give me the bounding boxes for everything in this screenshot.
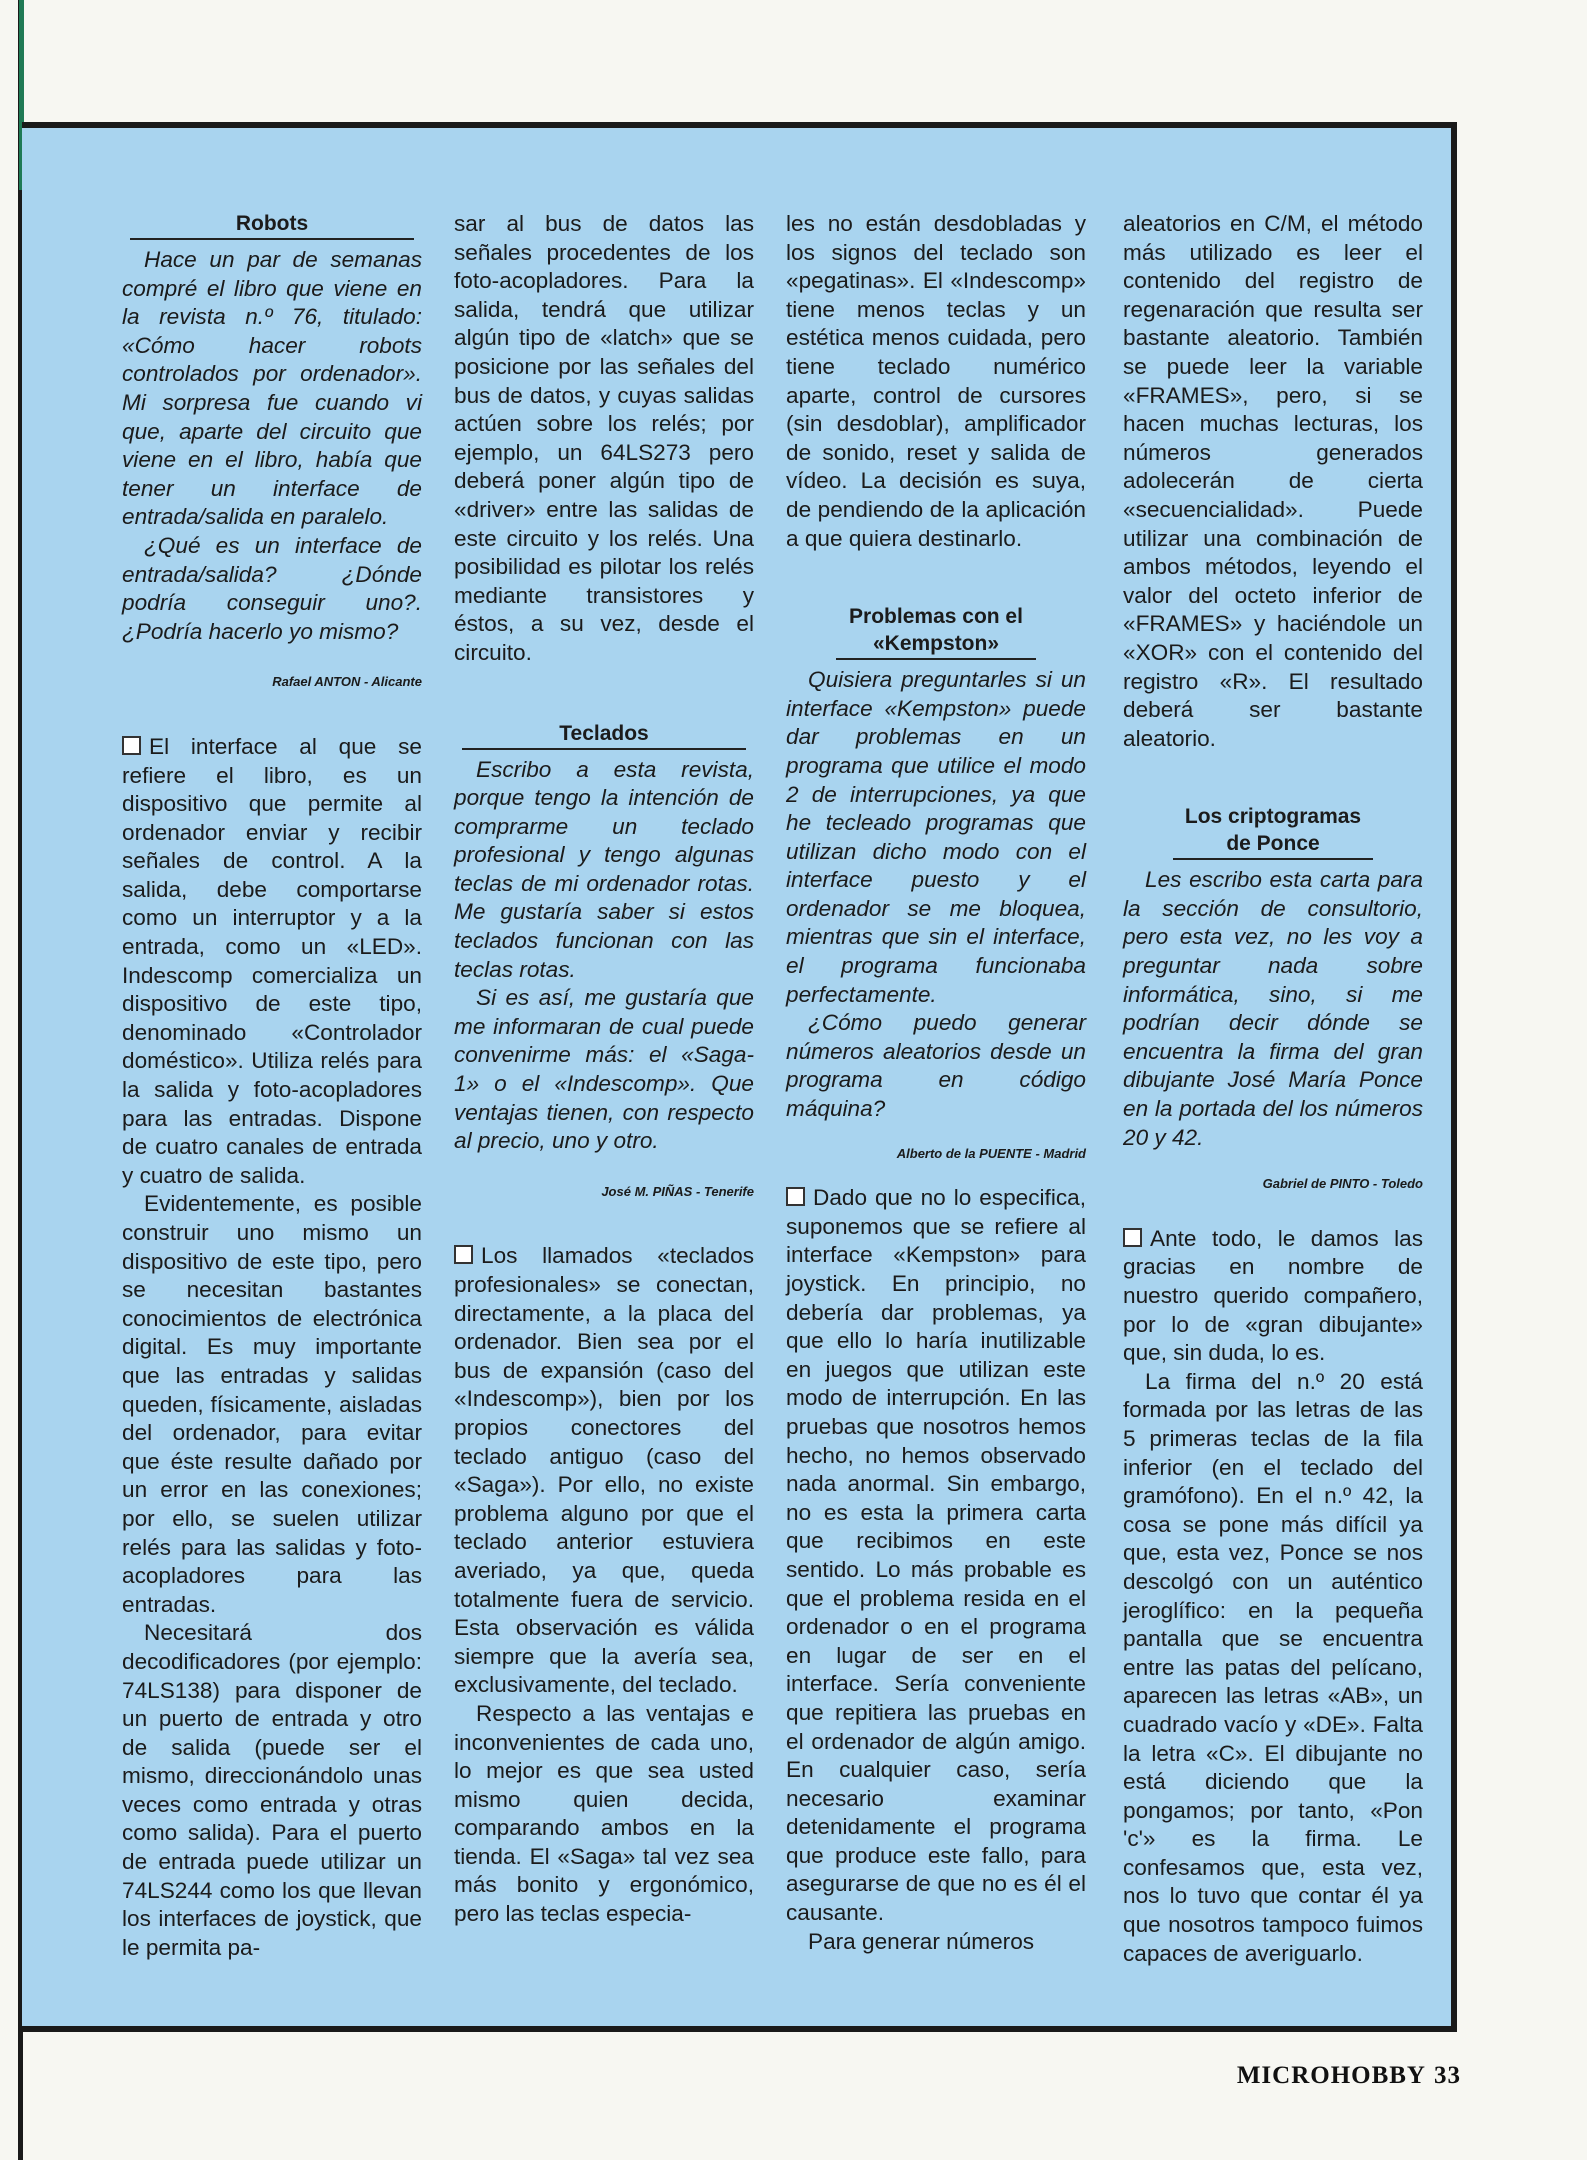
section-teclados bbox=[454, 720, 754, 1929]
reader-signature: Gabriel de PINTO - Toledo bbox=[1262, 1176, 1423, 1192]
column-4 bbox=[1123, 210, 1423, 1968]
answer-paragraph: El interface al que se refiere el libro, es un dispositivo que permite al ordenador enviar y recibir señales de control. A la salida, debe comportarse como un interruptor y a la entrada, como un «LED». Indescomp comercializa un dispositivo de este tipo, denominado «Controlador doméstico». Utiliza relés para la salida y foto-acopladores para las entradas. Dispone de cuatro canales de entrada y cuatro de salida. bbox=[122, 733, 422, 1188]
magazine-name: MICROHOBBY bbox=[1236, 2062, 1426, 2089]
answer-box-icon bbox=[786, 1187, 805, 1206]
answer-continuation: les no están desdobladas y los signos del teclado son «pegatinas». El «Indescomp» tiene menos teclas y un estética menos cuidada, pero tiene teclado numérico aparte, control de cursores (sin desdoblar), amplificador de sonido, reset y salida de vídeo. La decisión es suya, de pendiendo de la aplicación a que quiera destinarlo. bbox=[786, 211, 1086, 551]
answer-box-icon bbox=[122, 736, 141, 755]
page-number: 33 bbox=[1434, 2062, 1461, 2089]
answer-paragraph: Necesitará dos decodificadores (por ejemplo: 74LS138) para disponer de un puerto de entrada y otro de salida (puede ser el mismo, direccionándolo unas veces como entrada y otras como salida). Para el puerto de entrada puede utilizar un 74LS244 como los que llevan los interfaces de joystick, que le permita pa- bbox=[122, 1620, 422, 1960]
question-paragraph: Les escribo esta carta para la sección de consultorio, pero esta vez, no les voy a preguntar nada sobre informática, sino, si me podrían decir dónde se encuentra la firma del gran dibujante José María Ponce en la portada del los números 20 y 42. bbox=[1123, 867, 1423, 1150]
answer-continuation: aleatorios en C/M, el método más utilizado es leer el contenido del registro de regenaración que resulta ser bastante aleatorio. También se puede leer la variable «FRAMES», pero, si se hacen muchas lecturas, los números generados adolecerán de cierta «secuencialidad». Puede utilizar una combinación de ambos métodos, leyendo el valor del octeto inferior de «FRAMES» y haciéndole un «XOR» con el contenido del registro «R». El resultado deberá ser bastante aleatorio. bbox=[1123, 211, 1423, 751]
question-paragraph: Si es así, me gustaría que me informaran de cual puede convenirme más: el «Saga-1» o el «Indescomp». Que ventajas tienen, con respecto al precio, uno y otro. bbox=[454, 985, 754, 1154]
section-robots bbox=[122, 210, 422, 1962]
question-paragraph: ¿Qué es un interface de entrada/salida? ¿Dónde podría conseguir uno?. ¿Podría hacerlo yo mismo? bbox=[122, 532, 422, 644]
question-paragraph: Escribo a esta revista, porque tengo la intención de comprarme un teclado profesional y tengo algunas teclas de mi ordenador rotas. Me gustaría saber si estos teclados funcionan con las teclas rotas. bbox=[454, 756, 754, 982]
question-paragraph: ¿Cómo puedo generar números aleatorios desde un programa en código máquina? bbox=[786, 1010, 1086, 1122]
answer-box-icon bbox=[1123, 1228, 1142, 1247]
section-title: Teclados bbox=[462, 720, 746, 750]
section-kempston bbox=[786, 603, 1086, 1956]
answer-paragraph: Respecto a las ventajas e inconvenientes de cada uno, lo mejor es que sea usted mismo quien decida, comparando ambos en la tienda. El «Saga» tal vez sea más bonito y ergonómico, pero las teclas especia- bbox=[454, 1700, 754, 1927]
reader-signature: Rafael ANTON - Alicante bbox=[272, 674, 422, 690]
page-footer bbox=[1237, 2062, 1461, 2090]
question-paragraph: Quisiera preguntarles si un interface «Kempston» puede dar problemas en un programa que utilice el modo 2 de interrupciones, ya que he tecleado programas que utilizan dicho modo con el interface puesto y el ordenador se me bloquea, mientras que sin el interface, el programa funcionaba perfectamente. bbox=[786, 667, 1086, 1007]
answer-box-icon bbox=[454, 1245, 473, 1264]
reader-signature: Alberto de la PUENTE - Madrid bbox=[896, 1145, 1086, 1161]
section-title: Los criptogramas de Ponce bbox=[1173, 803, 1373, 860]
section-title: Problemas con el «Kempston» bbox=[836, 603, 1036, 660]
column-3 bbox=[786, 210, 1086, 1956]
section-title: Robots bbox=[130, 210, 414, 240]
section-criptogramas bbox=[1123, 803, 1423, 1968]
answer-paragraph: Ante todo, le damos las gracias en nombre de nuestro querido compañero, por lo de «gran dibujante» que, sin duda, lo es. bbox=[1123, 1225, 1423, 1366]
answer-paragraph: Dado que no lo especifica, suponemos que se refiere al interface «Kempston» para joystick. En principio, no debería dar problemas, ya que ello lo haría inutilizable en juegos que utilizan este modo de interrupción. En las pruebas que nosotros hemos hecho, no hemos observado nada anormal. Sin embargo, no es esta la primera carta que recibimos en este sentido. Lo más probable es que el problema resida en el ordenador o en el programa en lugar de ser en el interface. Sería conveniente que repitiera las pruebas en el ordenador de algún amigo. En cualquier caso, sería necesario examinar detenidamente el programa que produce este fallo, para asegurarse de que no es él el causante. bbox=[786, 1185, 1086, 1926]
answer-paragraph: Los llamados «teclados profesionales» se conectan, directamente, a la placa del ordenador. Bien sea por el bus de expansión (caso del «Indescomp»), bien por los propios conectores del teclado antiguo (caso del «Saga»). Por ello, no existe problema alguno por que el teclado anterior estuviera averiado, ya que, queda totalmente fuera de servicio. Esta observación es válida siempre que la avería sea, exclusivamente, del teclado. bbox=[454, 1243, 754, 1698]
answer-continuation: sar al bus de datos las señales procedentes de los foto-acopladores. Para la salida, tendrá que utilizar algún tipo de «latch» que se posicione por las señales del bus de datos, y cuyas salidas actúen sobre los relés; por ejemplo, un 64LS273 pero deberá poner algún tipo de «driver» entre las salidas de este circuito y los relés. Una posibilidad es pilotar los relés mediante transistores y éstos, a su vez, desde el circuito. bbox=[454, 211, 754, 665]
question-paragraph: Hace un par de semanas compré el libro que viene en la revista n.º 76, titulado: «Cómo hacer robots controlados por ordenador». Mi sorpresa fue cuando vi que, aparte del circuito que viene en el libro, había que tener un interface de entrada/salida en paralelo. bbox=[122, 247, 422, 530]
column-2 bbox=[454, 210, 754, 1929]
answer-paragraph: Evidentemente, es posible construir uno mismo un dispositivo de este tipo, pero se necesitan bastantes conocimientos de electrónica digital. Es muy importante que las entradas y salidas queden, físicamente, aisladas del ordenador, para evitar que éste resulte dañado por un error en las conexiones; por ello, se suelen utilizar relés para las salidas y foto-acopladores para las entradas. bbox=[122, 1191, 422, 1617]
answer-paragraph: Para generar números bbox=[808, 1928, 1035, 1954]
column-1 bbox=[122, 210, 422, 1962]
reader-signature: José M. PIÑAS - Tenerife bbox=[601, 1183, 754, 1199]
answer-paragraph: La firma del n.º 20 está formada por las letras de las 5 primeras teclas de la fila inferior (en el teclado del gramófono). En el n.º 42, la cosa se pone más difícil ya que, esta vez, Ponce se nos descolgó con un auténtico jeroglífico: en la pequeña pantalla que se encuentra entre las patas del pelícano, aparecen las letras «AB», un cuadrado vacío y «DE». Falta la letra «C». El dibujante no está diciendo que la pongamos; por tanto, «Pon 'c'» es la firma. Le confesamos que, esta vez, nos lo tuvo que contar él ya que nosotros tampoco fuimos capaces de averiguarlo. bbox=[1123, 1368, 1423, 1966]
